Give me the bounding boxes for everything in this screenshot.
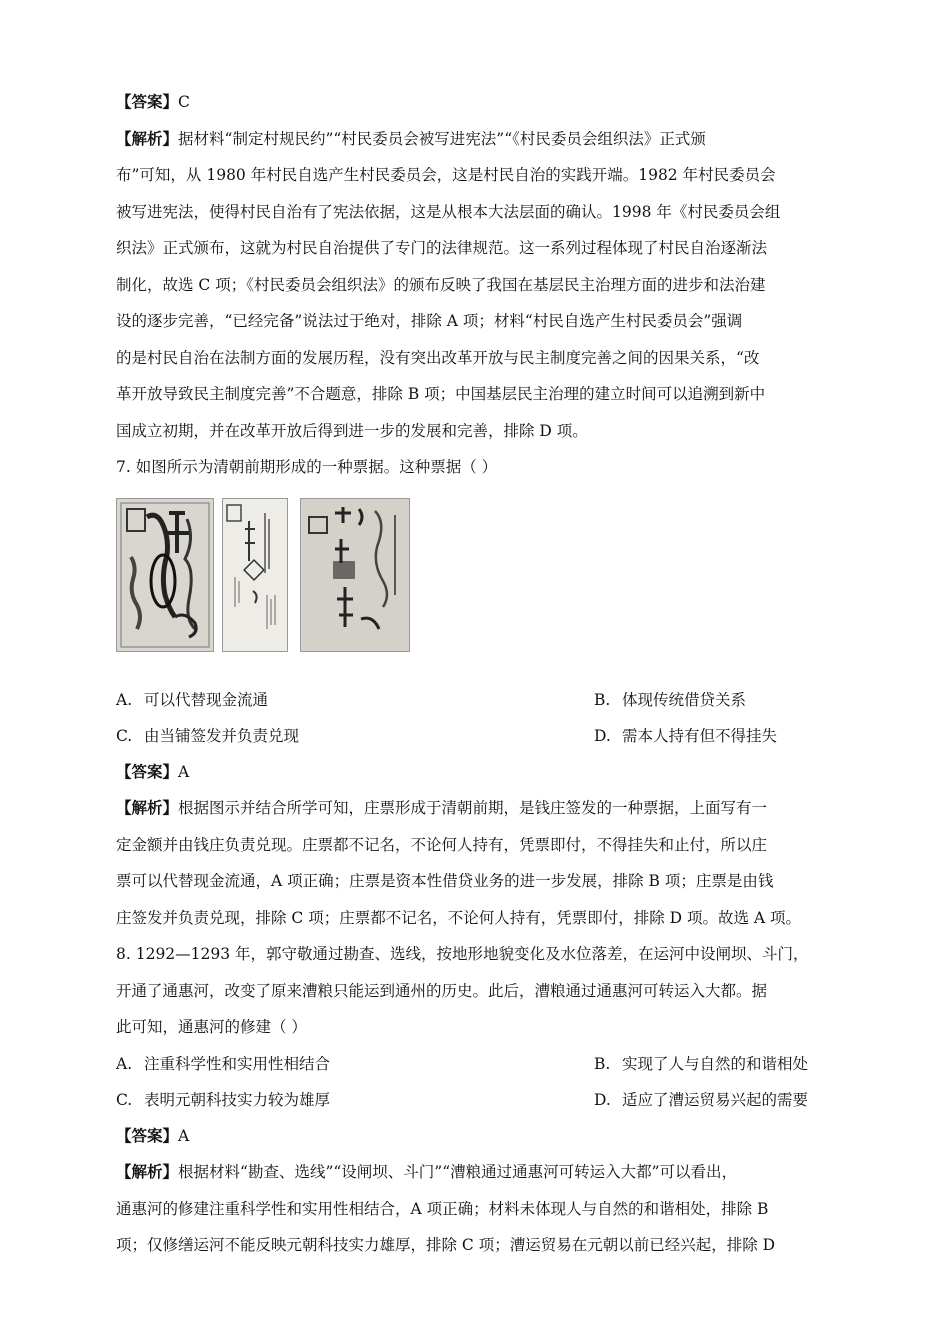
answer-tag: 【答案】 — [116, 1125, 179, 1145]
options-row — [116, 682, 836, 718]
options-row — [116, 1082, 836, 1118]
answer-line-q7 — [116, 754, 836, 791]
option-c[interactable]: C. 由当铺签发并负责兑现 — [116, 726, 300, 745]
options-row — [116, 1046, 836, 1082]
banknote-image-2 — [222, 498, 288, 652]
option-c[interactable]: C. 表明元朝科技实力较为雄厚 — [116, 1090, 331, 1109]
analysis-line — [116, 790, 836, 827]
banknote-image-1 — [116, 498, 214, 652]
answer-value: A — [178, 762, 190, 781]
answer-value: C — [178, 93, 190, 111]
analysis-line: 通惠河的修建注重科学性和实用性相结合，A 项正确；材料未体现人与自然的和谐相处，排除 B — [116, 1199, 769, 1218]
analysis-line: 织法》正式颁布，这就为村民自治提供了专门的法律规范。这一系列过程体现了村民自治逐渐法 — [116, 239, 768, 257]
analysis-text: 根据图示并结合所学可知，庄票形成于清朝前期，是钱庄签发的一种票据，上面写有一 — [178, 799, 768, 817]
analysis-tag: 【解析】 — [116, 1162, 179, 1181]
question-8-stem: 8. 1292—1293 年，郭守敬通过勘查、选线，按地形地貌变化及水位落差，在运河中设闸坝、斗门， — [116, 945, 809, 963]
analysis-line — [116, 1154, 836, 1191]
option-a[interactable]: A. 可以代替现金流通 — [116, 690, 269, 709]
answer-line-q8 — [116, 1118, 836, 1155]
option-d[interactable]: D. 适应了漕运贸易兴起的需要 — [594, 1090, 809, 1109]
analysis-line: 庄签发并负责兑现，排除 C 项；庄票都不记名，不论何人持有，凭票即付，排除 D 项。故选 A 项。 — [116, 908, 802, 927]
analysis-line: 国成立初期，并在改革开放后得到进一步的发展和完善，排除 D 项。 — [116, 421, 588, 440]
options-row — [116, 718, 836, 754]
analysis-line: 被写进宪法，使得村民自治有了宪法依据，这是从根本大法层面的确认。1998 年《村民委员会组 — [116, 202, 781, 221]
analysis-tag: 【解析】 — [116, 128, 179, 148]
analysis-line: 的是村民自治在法制方面的发展历程，没有突出改革开放与民主制度完善之间的因果关系，“改 — [116, 348, 760, 367]
option-b[interactable]: B. 体现传统借贷关系 — [594, 690, 747, 709]
document-page — [116, 84, 836, 1264]
banknote-figures — [116, 492, 836, 682]
question-8-stem: 此可知，通惠河的修建（ ） — [116, 1018, 307, 1036]
analysis-line — [116, 121, 836, 158]
analysis-line: 票可以代替现金流通，A 项正确；庄票是资本性借贷业务的进一步发展，排除 B 项；庄票是由钱 — [116, 872, 774, 890]
analysis-line: 革开放导致民主制度完善”不合题意，排除 B 项；中国基层民主治理的建立时间可以追溯到新中 — [116, 385, 766, 403]
question-8-stem: 开通了通惠河，改变了原来漕粮只能运到通州的历史。此后，漕粮通过通惠河可转运入大都。据 — [116, 981, 768, 1000]
analysis-text: 根据材料“勘查、选线”“设闸坝、斗门”“漕粮通过通惠河可转运入大都”可以看出， — [178, 1163, 738, 1181]
option-b[interactable]: B. 实现了人与自然的和谐相处 — [594, 1054, 809, 1073]
analysis-line: 制化，故选 C 项；《村民委员会组织法》的颁布反映了我国在基层民主治理方面的进步和法治建 — [116, 275, 766, 294]
analysis-line: 项；仅修缮运河不能反映元朝科技实力雄厚，排除 C 项；漕运贸易在元朝以前已经兴起，排除 D — [116, 1236, 776, 1254]
answer-line-q6 — [116, 84, 836, 121]
answer-tag: 【答案】 — [116, 761, 179, 781]
option-a[interactable]: A. 注重科学性和实用性相结合 — [116, 1054, 331, 1073]
analysis-text: 据材料“制定村规民约”“村民委员会被写进宪法”“《村民委员会组织法》正式颁 — [178, 129, 706, 148]
analysis-line: 布”可知，从 1980 年村民自选产生村民委员会，这是村民自治的实践开端。1982 年村民委员会 — [116, 166, 776, 184]
answer-value: A — [178, 1126, 190, 1145]
analysis-line: 定金额并由钱庄负责兑现。庄票都不记名，不论何人持有，凭票即付，不得挂失和止付，所以庄 — [116, 835, 768, 854]
banknote-image-3 — [300, 498, 410, 652]
option-d[interactable]: D. 需本人持有但不得挂失 — [594, 726, 778, 745]
question-7-stem: 7. 如图所示为清朝前期形成的一种票据。这种票据（ ） — [116, 458, 498, 476]
analysis-tag: 【解析】 — [116, 798, 179, 817]
analysis-line: 设的逐步完善，“已经完备”说法过于绝对，排除 A 项；材料“村民自选产生村民委员会”强调 — [116, 312, 743, 330]
answer-tag: 【答案】 — [116, 92, 179, 111]
